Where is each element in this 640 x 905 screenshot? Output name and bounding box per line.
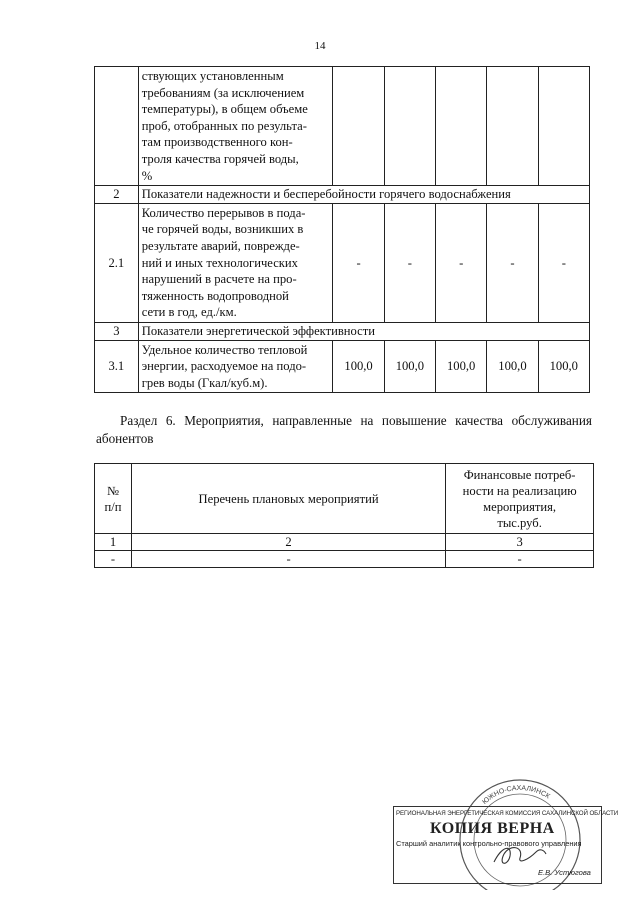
section-6-heading: Раздел 6. Мероприятия, направленные на повышение качества обслуживания абонентов (96, 413, 592, 446)
page-number: 14 (314, 40, 326, 52)
indicator-text (138, 67, 333, 186)
header-line: № (106, 483, 119, 498)
data-cell: - (131, 551, 445, 568)
header-line: Финансовые потреб- (463, 467, 576, 482)
table-row (95, 551, 594, 568)
text-line: грев воды (Гкал/куб.м). (141, 375, 268, 390)
value-cell: 100,0 (333, 340, 384, 393)
header-line: п/п (104, 499, 122, 514)
text-line: энергии, расходуемое на подо- (141, 359, 307, 374)
value-cell: - (384, 203, 435, 322)
section-number: 3 (95, 322, 139, 340)
value-cell (487, 67, 538, 186)
text-line: Количество перерывов в пода- (141, 205, 306, 220)
value-cell: - (333, 203, 384, 322)
seal-text: ЮЖНО-САХАЛИНСК (481, 784, 551, 807)
table-row (95, 340, 590, 393)
section-row (95, 186, 590, 204)
table-row (95, 203, 590, 322)
text-line: сети в год, ед./км. (141, 305, 237, 320)
stamp-copy-label: КОПИЯ ВЕРНА (430, 820, 555, 837)
stamp-signer-name: Е.В. Устюгова (538, 868, 591, 877)
text-line: % (141, 168, 153, 183)
text-line: там производственного кон- (141, 135, 293, 150)
value-cell (333, 67, 384, 186)
table-row (95, 67, 590, 186)
section-row (95, 322, 590, 340)
stamp-organization: РЕГИОНАЛЬНАЯ ЭНЕРГЕТИЧЕСКАЯ КОМИССИЯ САХАЛИНСКОЙ ОБЛАСТИ (396, 810, 619, 817)
section-title: Показатели надежности и бесперебойности горячего водоснабжения (138, 186, 589, 204)
data-cell: - (95, 551, 132, 568)
text-line: Удельное количество тепловой (141, 342, 308, 357)
indicators-table (94, 66, 590, 393)
value-cell: 100,0 (487, 340, 538, 393)
value-cell: 100,0 (384, 340, 435, 393)
header-number (95, 464, 132, 534)
text-line: троля качества горячей воды, (141, 151, 299, 166)
row-number (95, 67, 139, 186)
text-line: ний и иных технологических (141, 255, 298, 270)
value-cell (436, 67, 487, 186)
index-row (95, 534, 594, 551)
row-number: 3.1 (95, 340, 139, 393)
text-line: результате аварий, поврежде- (141, 238, 300, 253)
text-line: тяженность водопроводной (141, 288, 289, 303)
value-cell: - (487, 203, 538, 322)
text-line: температуры), в общем объеме (141, 102, 308, 117)
data-cell: - (446, 551, 594, 568)
value-cell: 100,0 (436, 340, 487, 393)
header-row (95, 464, 594, 534)
header-financial-needs (446, 464, 594, 534)
index-cell: 2 (131, 534, 445, 551)
signature (490, 840, 550, 870)
text-line: че горячей воды, возникших в (141, 222, 304, 237)
stamp-position: Старший аналитик контрольно-правового управления (396, 839, 582, 848)
value-cell: 100,0 (538, 340, 589, 393)
value-cell: - (436, 203, 487, 322)
text-line: нарушений в расчете на про- (141, 272, 297, 287)
header-measures-list: Перечень плановых мероприятий (131, 464, 445, 534)
index-cell: 1 (95, 534, 132, 551)
header-line: мероприятия, (483, 499, 557, 514)
header-line: тыс.руб. (497, 515, 542, 530)
value-cell (538, 67, 589, 186)
header-line: ности на реализацию (462, 483, 577, 498)
measures-table (94, 463, 594, 568)
section-title: Показатели энергетической эффективности (138, 322, 589, 340)
value-cell: - (538, 203, 589, 322)
value-cell (384, 67, 435, 186)
text-line: ствующих установленным (141, 69, 284, 83)
row-number: 2.1 (95, 203, 139, 322)
indicator-text (138, 340, 333, 393)
text-line: проб, отобранных по результа- (141, 118, 307, 133)
index-cell: 3 (446, 534, 594, 551)
section-number: 2 (95, 186, 139, 204)
indicator-text (138, 203, 333, 322)
text-line: требованиям (за исключением (141, 85, 305, 100)
